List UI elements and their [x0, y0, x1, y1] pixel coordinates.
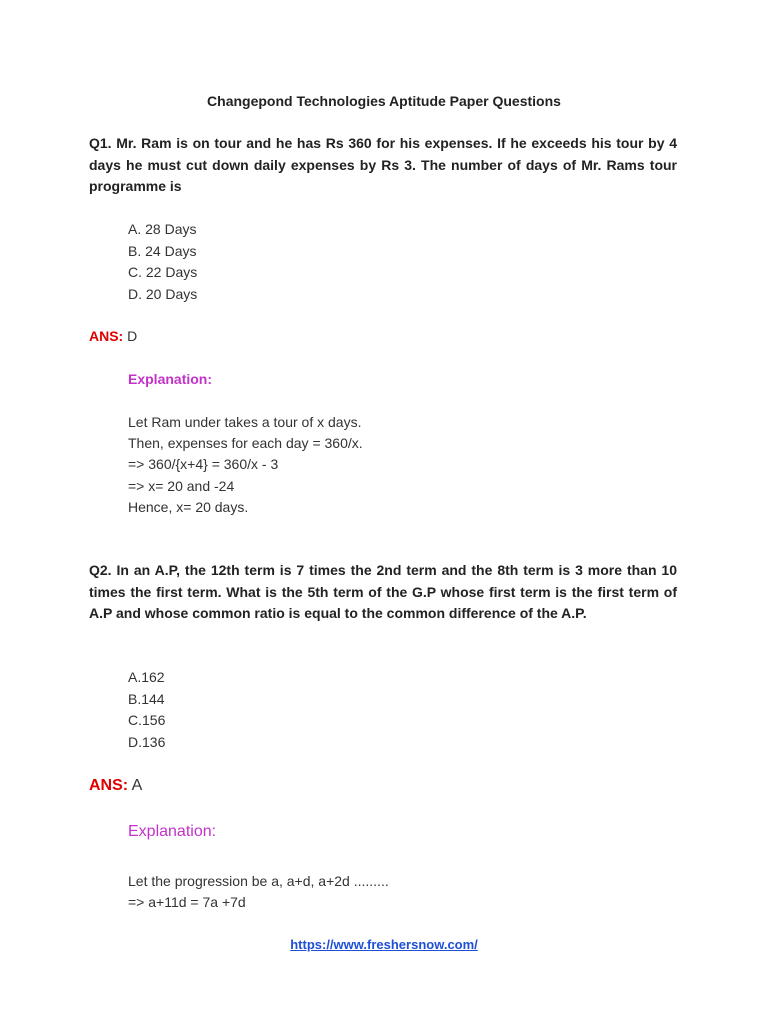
- explanation-line: => 360/{x+4} = 360/x - 3: [128, 456, 279, 473]
- question-2-explanation-label: Explanation:: [128, 823, 217, 840]
- answer-label: ANS:: [89, 328, 124, 344]
- question-2-explanation: [128, 871, 389, 913]
- option-c: C. 22 Days: [128, 264, 198, 280]
- question-1-answer: [89, 328, 137, 344]
- question-1-options: [128, 219, 197, 305]
- answer-value: D: [127, 328, 138, 344]
- footer-link[interactable]: https://www.freshersnow.com/: [290, 937, 478, 952]
- question-2-text: Q2. In an A.P, the 12th term is 7 times the 2nd term and the 8th term is 3 more than 10 times the first term. What is the 5th term of the G.P whose first term is the first term of A.P and whose common ratio is equal to the common difference of the A.P.: [89, 562, 677, 621]
- option-b: B. 24 Days: [128, 242, 197, 259]
- option-a: A. 28 Days: [128, 221, 197, 237]
- explanation-line: => x= 20 and -24: [128, 477, 235, 494]
- explanation-line: Let the progression be a, a+d, a+2d .........: [128, 873, 389, 889]
- question-2-answer: [89, 777, 142, 795]
- answer-value: A: [131, 777, 143, 794]
- question-2-options: [128, 667, 165, 753]
- option-c: C.156: [128, 712, 166, 728]
- footer: [0, 937, 768, 952]
- explanation-line: Then, expenses for each day = 360/x.: [128, 435, 363, 452]
- question-1-explanation-label: Explanation:: [128, 371, 213, 387]
- answer-label: ANS:: [89, 777, 129, 794]
- question-1-text: Q1. Mr. Ram is on tour and he has Rs 360 for his expenses. If he exceeds his tour by 4 days he must cut down daily expenses by Rs 3. The number of days of Mr. Rams tour programme is: [89, 135, 677, 194]
- question-1-explanation: [128, 412, 363, 518]
- option-a: A.162: [128, 669, 165, 685]
- option-b: B.144: [128, 690, 165, 707]
- explanation-line: => a+11d = 7a +7d: [128, 894, 246, 911]
- page-title: Changepond Technologies Aptitude Paper Questions: [207, 93, 561, 109]
- option-d: D.136: [128, 733, 166, 750]
- explanation-line: Let Ram under takes a tour of x days.: [128, 414, 362, 430]
- explanation-line: Hence, x= 20 days.: [128, 498, 249, 515]
- option-d: D. 20 Days: [128, 285, 198, 302]
